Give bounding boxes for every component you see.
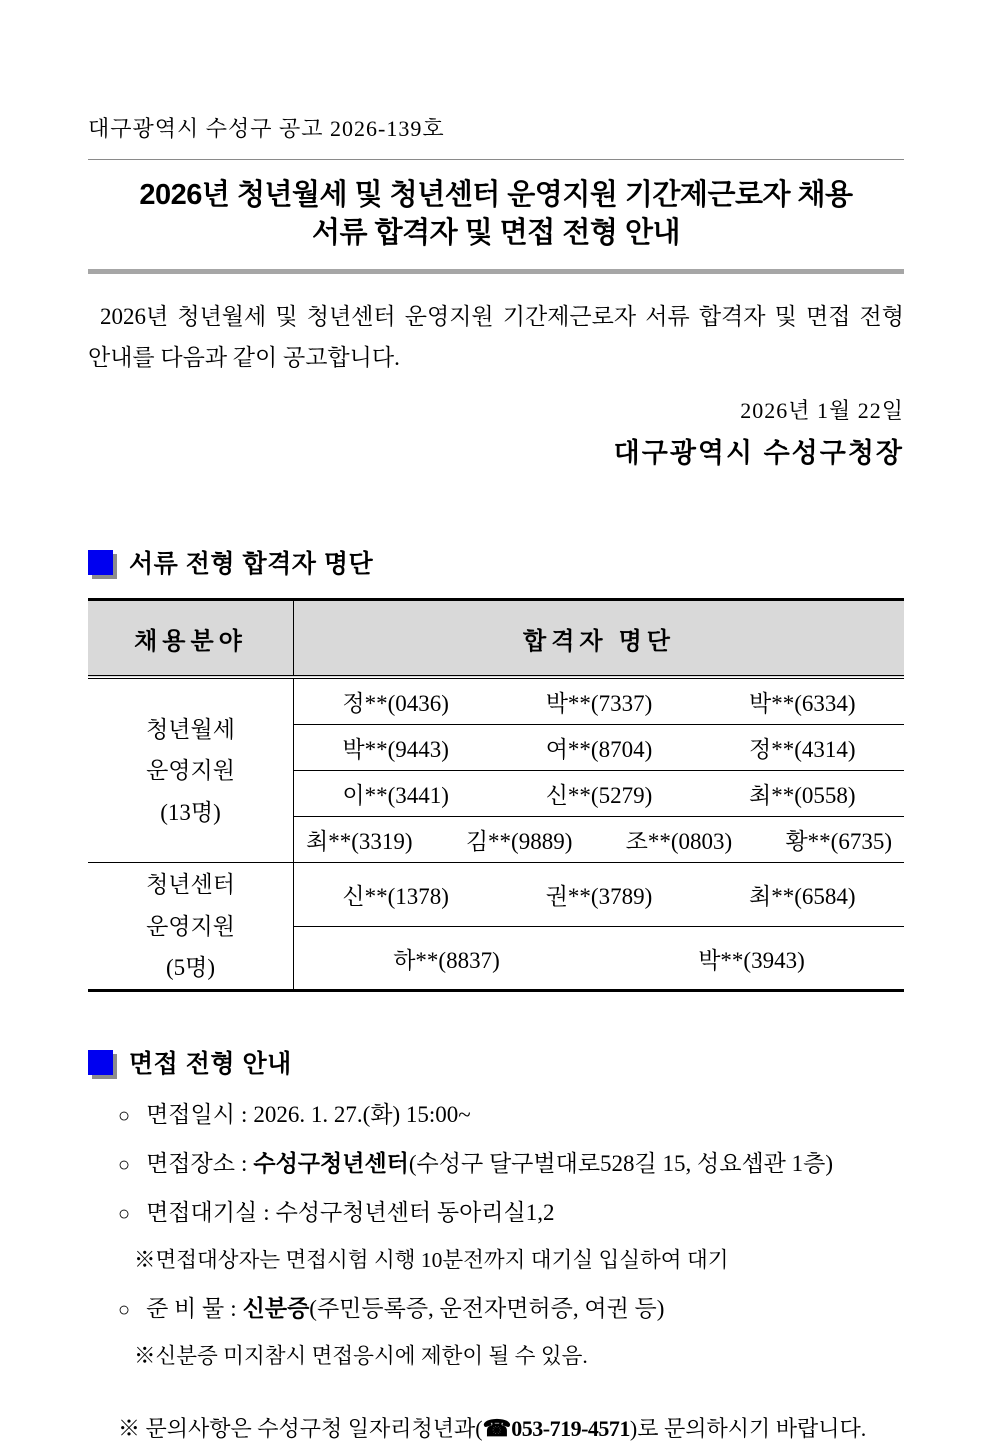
category-line: (5명) bbox=[165, 955, 216, 981]
applicant: 박**(9443) bbox=[342, 737, 449, 763]
circle-bullet-icon: ○ bbox=[118, 1299, 131, 1322]
names-cell bbox=[294, 863, 905, 926]
waiting-room-label: 면접대기실 bbox=[146, 1200, 258, 1226]
waiting-note: ※면접대상자는 면접시험 시행 10분전까지 대기실 입실하여 대기 bbox=[134, 1248, 729, 1273]
names-row bbox=[294, 942, 904, 975]
applicant: 신**(5279) bbox=[545, 783, 653, 809]
column-header-category: 채용분야 bbox=[88, 600, 294, 678]
category-cell-monthly-rent bbox=[88, 677, 294, 863]
title-underline-bar bbox=[88, 269, 904, 274]
applicant: 최**(6584) bbox=[749, 884, 856, 909]
applicant: 정**(4314) bbox=[749, 737, 856, 763]
column-header-passers: 합격자 명단 bbox=[294, 600, 905, 678]
place-label: 면접장소 bbox=[146, 1151, 235, 1177]
applicant: 김**(9889) bbox=[465, 829, 573, 855]
section-interview-title: 면접 전형 안내 bbox=[129, 1050, 292, 1079]
datetime-value: 2026. 1. 27.(화) 15:00~ bbox=[253, 1102, 471, 1128]
circle-bullet-icon: ○ bbox=[118, 1203, 131, 1226]
applicant: 신**(1378) bbox=[342, 884, 449, 909]
applicant: 박**(7337) bbox=[545, 691, 653, 717]
supplies-label: 준 비 물 bbox=[146, 1296, 225, 1322]
interview-supplies: ○ 준 비 물 : 신분증(주민등록증, 운전자면허증, 여권 등) bbox=[118, 1296, 665, 1322]
applicant: 최**(3319) bbox=[306, 829, 413, 855]
names-row bbox=[294, 685, 904, 718]
section-interview-heading bbox=[88, 1044, 904, 1080]
contact-footer bbox=[118, 1412, 904, 1443]
interview-details bbox=[88, 1096, 904, 1370]
applicant: 여**(8704) bbox=[545, 737, 653, 763]
section-roster-heading bbox=[88, 544, 904, 580]
interview-waiting-room: ○ 면접대기실 : 수성구청년센터 동아리실1,2 bbox=[118, 1200, 555, 1226]
section-roster-title: 서류 전형 합격자 명단 bbox=[129, 550, 374, 579]
supplies-main: 신분증 bbox=[242, 1296, 310, 1322]
announcement-paragraph: 2026년 청년월세 및 청년센터 운영지원 기간제근로자 서류 합격자 및 면접 전형 안내를 다음과 같이 공고합니다. bbox=[88, 303, 904, 370]
names-cell bbox=[294, 817, 905, 863]
title-line-2: 서류 합격자 및 면접 전형 안내 bbox=[312, 217, 680, 250]
applicant: 권**(3789) bbox=[545, 884, 653, 909]
applicant: 박**(6334) bbox=[749, 691, 856, 717]
interview-place: ○ 면접장소 : 수성구청년센터(수성구 달구벌대로528길 15, 성요셉관 1층) bbox=[118, 1151, 834, 1177]
footer-text-prefix: ※ 문의사항은 수성구청 일자리청년과( bbox=[118, 1416, 483, 1442]
circle-bullet-icon: ○ bbox=[118, 1154, 131, 1177]
issuer-signature: 대구광역시 수성구청장 bbox=[613, 438, 904, 469]
names-row bbox=[294, 823, 904, 856]
names-row bbox=[294, 731, 904, 764]
names-cell bbox=[294, 677, 905, 725]
waiting-room-value: 수성구청년센터 동아리실1,2 bbox=[275, 1200, 555, 1226]
supplies-detail: (주민등록증, 운전자면허증, 여권 등) bbox=[309, 1296, 665, 1322]
document-title bbox=[88, 176, 904, 253]
footer-text-suffix: )로 문의하시기 바랍니다. bbox=[629, 1416, 867, 1442]
applicant: 박**(3943) bbox=[698, 947, 805, 973]
names-row bbox=[294, 777, 904, 810]
blue-square-icon bbox=[88, 1050, 113, 1075]
applicant: 황**(6735) bbox=[785, 829, 892, 855]
table-row bbox=[88, 863, 904, 926]
interview-datetime: ○ 면접일시 : 2026. 1. 27.(화) 15:00~ bbox=[118, 1102, 471, 1128]
title-line-1: 2026년 청년월세 및 청년센터 운영지원 기간제근로자 채용 bbox=[139, 179, 853, 211]
category-cell-youth-center bbox=[88, 863, 294, 991]
announcement-date: 2026년 1월 22일 bbox=[740, 398, 904, 424]
applicant: 이**(3441) bbox=[342, 783, 449, 809]
phone-icon: ☎ bbox=[482, 1416, 512, 1442]
category-line: 운영지원 bbox=[146, 758, 235, 784]
names-cell bbox=[294, 771, 905, 817]
category-line: 청년월세 bbox=[146, 716, 235, 742]
passers-table bbox=[88, 598, 904, 992]
datetime-label: 면접일시 bbox=[146, 1102, 235, 1128]
place-name: 수성구청년센터 bbox=[253, 1151, 409, 1177]
category-line: (13명) bbox=[160, 799, 221, 825]
names-row bbox=[294, 878, 904, 911]
applicant: 정**(0436) bbox=[342, 691, 449, 717]
category-line: 운영지원 bbox=[146, 913, 235, 939]
header-divider bbox=[88, 159, 904, 160]
names-cell bbox=[294, 725, 905, 771]
table-row bbox=[88, 677, 904, 725]
table-header-row bbox=[88, 600, 904, 678]
place-address: (수성구 달구벌대로528길 15, 성요셉관 1층) bbox=[408, 1151, 834, 1177]
supplies-note: ※신분증 미지참시 면접응시에 제한이 될 수 있음. bbox=[134, 1344, 588, 1369]
names-cell bbox=[294, 926, 905, 991]
notice-number: 대구광역시 수성구 공고 2026-139호 bbox=[88, 116, 445, 141]
blue-square-icon bbox=[88, 550, 113, 575]
applicant: 조**(0803) bbox=[625, 829, 733, 855]
circle-bullet-icon: ○ bbox=[118, 1105, 131, 1128]
contact-phone-number: 053-719-4571 bbox=[511, 1416, 630, 1442]
category-line: 청년센터 bbox=[146, 872, 235, 898]
applicant: 하**(8837) bbox=[393, 947, 500, 973]
applicant: 최**(0558) bbox=[749, 783, 856, 809]
